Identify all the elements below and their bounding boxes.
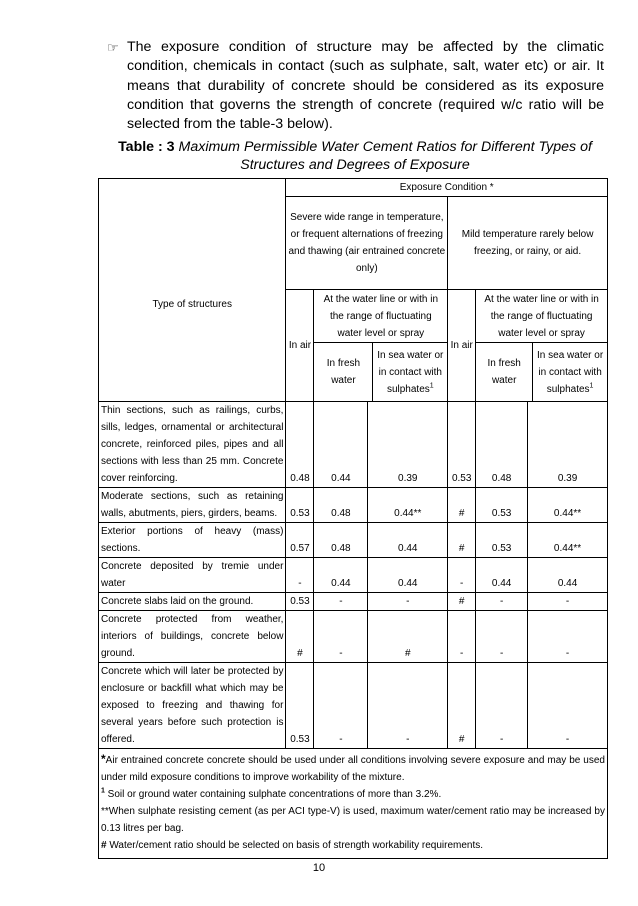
- structure-type-cell: Moderate sections, such as retaining walls, abutments, piers, girders, beams.: [99, 488, 286, 523]
- value-cell: #: [448, 593, 476, 611]
- table-row: [99, 558, 608, 593]
- value-cell: -: [314, 663, 368, 749]
- value-cell: #: [368, 611, 448, 663]
- table-row: [99, 402, 608, 488]
- value-cell: 0.53: [476, 488, 528, 523]
- value-cell: 0.53: [286, 663, 314, 749]
- value-cell: -: [476, 663, 528, 749]
- mild-sea-water-header: In sea water or in contact with sulphates$^1$: [537, 349, 604, 395]
- value-cell: -: [476, 593, 528, 611]
- note-sulphate: $^1$ Soil or ground water containing sulphate concentrations of more than 3.2%.: [101, 787, 442, 800]
- value-cell: 0.39: [368, 402, 448, 488]
- severe-water-line-header: At the water line or with in the range of fluctuating water level or spray: [314, 290, 447, 343]
- value-cell: 0.53: [286, 488, 314, 523]
- value-cell: #: [448, 663, 476, 749]
- value-cell: 0.44: [368, 523, 448, 558]
- mild-exposure-header: Mild temperature rarely below freezing, or rainy, or aid.: [448, 197, 608, 290]
- type-of-structures-header: Type of structures: [99, 179, 286, 402]
- table-notes: [99, 749, 608, 859]
- pointing-hand-icon: ☞: [107, 40, 119, 55]
- value-cell: 0.44**: [368, 488, 448, 523]
- structure-type-cell: Exterior portions of heavy (mass) sections.: [99, 523, 286, 558]
- value-cell: #: [448, 488, 476, 523]
- table-row: [99, 611, 608, 663]
- value-cell: 0.53: [448, 402, 476, 488]
- value-cell: -: [286, 558, 314, 593]
- value-cell: #: [286, 611, 314, 663]
- note-strength-workability: # Water/cement ratio should be selected on basis of strength workability requirements.: [101, 840, 484, 851]
- severe-exposure-header: Severe wide range in temperature, or frequent alternations of freezing and thawing (air entrained concrete only): [286, 197, 448, 290]
- table-row: [99, 523, 608, 558]
- note-sulphate-resisting-cement: **When sulphate resisting cement (as per ACI type-V) is used, maximum water/cement ratio may be increased by 0.13 litres per bag.: [101, 806, 605, 834]
- structure-type-cell: Concrete which will later be protected by enclosure or backfill what which may be exposed to freezing and thawing for several years before such protection is offered.: [99, 663, 286, 749]
- value-cell: 0.53: [286, 593, 314, 611]
- value-cell: 0.48: [314, 488, 368, 523]
- structure-type-cell: Concrete deposited by tremie under water: [99, 558, 286, 593]
- value-cell: 0.44**: [528, 523, 608, 558]
- value-cell: 0.48: [286, 402, 314, 488]
- page-number: 10: [312, 862, 326, 874]
- water-cement-ratio-table: [98, 178, 608, 859]
- table-caption: [103, 138, 607, 174]
- note-air-entrained: *Air entrained concrete concrete should be used under all conditions involving severe exposure and may be used under mild exposure conditions to improve workability of the mixture.: [101, 752, 605, 783]
- value-cell: 0.44: [314, 558, 368, 593]
- severe-in-air-header: In air: [286, 290, 314, 402]
- table-row: [99, 488, 608, 523]
- value-cell: -: [314, 593, 368, 611]
- value-cell: -: [476, 611, 528, 663]
- value-cell: 0.57: [286, 523, 314, 558]
- severe-sea-water-header: In sea water or in contact with sulphates$^1$: [377, 349, 444, 395]
- bullet-text: The exposure condition of structure may be affected by the climatic condition, chemicals in contact (such as sulphate, salt, water etc) or air. It means that durability of concrete should be considered as its exposure condition that governs the strength of concrete (required w/c ratio will be selected from the table-3 below).: [127, 39, 604, 133]
- structure-type-cell: Thin sections, such as railings, curbs, sills, ledges, ornamental or architectural concrete, reinforced piles, pipes and all sections with less than 25 mm. Concrete cover reinforcing.: [99, 402, 286, 488]
- severe-water-line-group: [314, 290, 448, 402]
- exposure-condition-header: Exposure Condition *: [286, 179, 608, 197]
- structure-type-cell: Concrete slabs laid on the ground.: [99, 593, 286, 611]
- value-cell: -: [528, 593, 608, 611]
- value-cell: -: [368, 593, 448, 611]
- value-cell: 0.48: [476, 402, 528, 488]
- value-cell: 0.44: [476, 558, 528, 593]
- value-cell: -: [528, 611, 608, 663]
- value-cell: -: [448, 611, 476, 663]
- value-cell: -: [368, 663, 448, 749]
- table-caption-label: Table : 3: [118, 139, 175, 155]
- value-cell: 0.39: [528, 402, 608, 488]
- table-row: [99, 663, 608, 749]
- severe-fresh-water-header: In fresh water: [314, 343, 373, 402]
- value-cell: -: [448, 558, 476, 593]
- value-cell: 0.44: [368, 558, 448, 593]
- value-cell: #: [448, 523, 476, 558]
- value-cell: 0.48: [314, 523, 368, 558]
- mild-fresh-water-header: In fresh water: [476, 343, 533, 402]
- mild-water-line-group: [476, 290, 608, 402]
- table-caption-text: Maximum Permissible Water Cement Ratios for Different Types of Structures and Degrees of Exposure: [178, 139, 592, 173]
- value-cell: 0.53: [476, 523, 528, 558]
- table-row: [99, 593, 608, 611]
- mild-water-line-header: At the water line or with in the range of fluctuating water level or spray: [476, 290, 607, 343]
- value-cell: -: [528, 663, 608, 749]
- mild-in-air-header: In air: [448, 290, 476, 402]
- value-cell: 0.44: [314, 402, 368, 488]
- value-cell: 0.44**: [528, 488, 608, 523]
- structure-type-cell: Concrete protected from weather, interiors of buildings, concrete below ground.: [99, 611, 286, 663]
- value-cell: 0.44: [528, 558, 608, 593]
- value-cell: -: [314, 611, 368, 663]
